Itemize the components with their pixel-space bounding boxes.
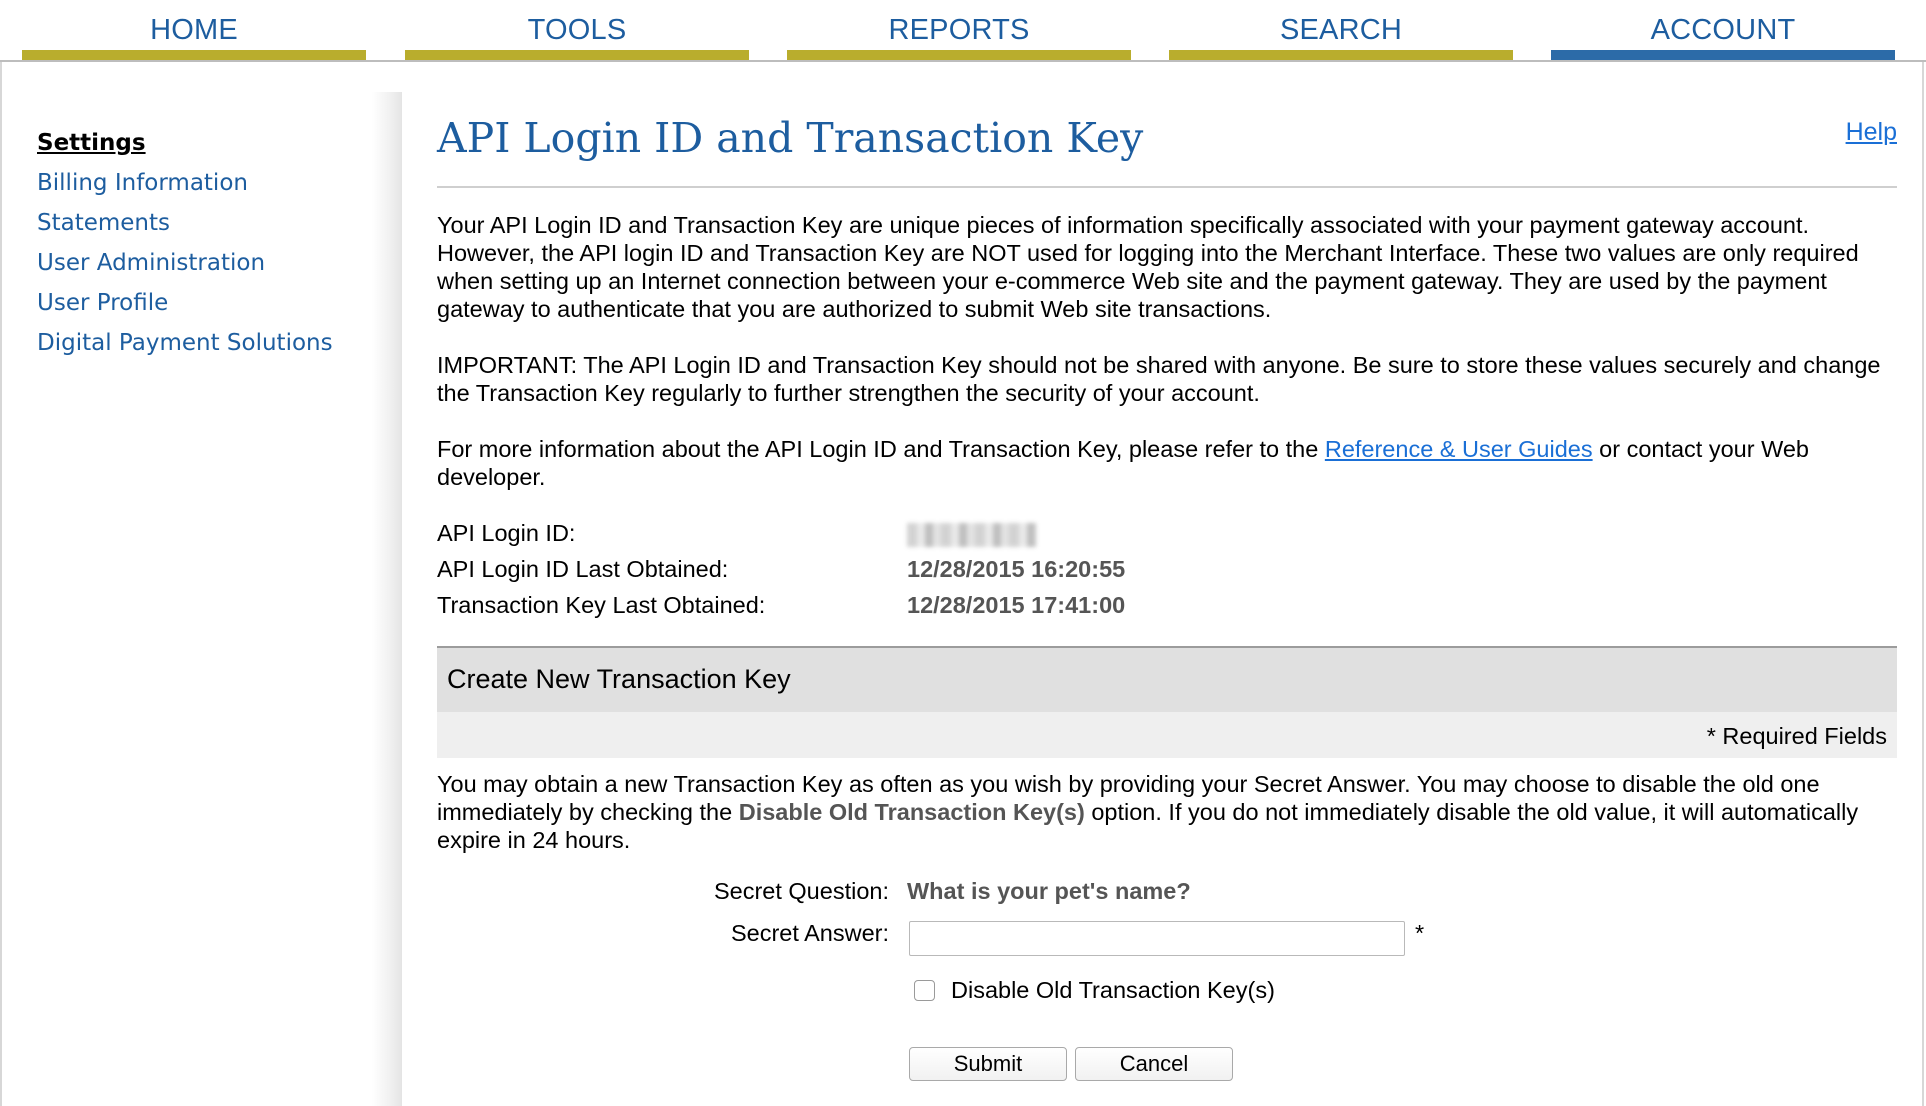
sidebar — [0, 92, 400, 1106]
nav-tab-search[interactable] — [1169, 0, 1513, 60]
required-asterisk: * — [1415, 920, 1425, 946]
nav-tab-underline — [22, 50, 366, 60]
more-info-prefix: For more information about the API Login ID and Transaction Key, please refer to the — [437, 436, 1325, 462]
nav-tab-label: REPORTS — [888, 14, 1030, 46]
desc-suffix: option. If you do not immediately disable the old value, it will automatically expire in 24 hours. — [437, 799, 1859, 853]
sidebar-item-user-administration[interactable]: User Administration — [37, 250, 266, 276]
submit-button[interactable]: Submit — [909, 1047, 1067, 1081]
api-login-last-value: 12/28/2015 16:20:55 — [907, 556, 1126, 582]
sidebar-item-digital-payment-solutions[interactable]: Digital Payment Solutions — [37, 330, 333, 356]
title-divider — [437, 186, 1897, 188]
redacted-value — [907, 523, 1037, 547]
api-login-id-value — [907, 520, 1037, 547]
nav-tab-label: SEARCH — [1279, 14, 1403, 46]
page-border — [1922, 62, 1924, 1106]
txn-key-last-value: 12/28/2015 17:41:00 — [907, 592, 1126, 618]
nav-tab-underline — [787, 50, 1131, 60]
create-key-description — [437, 770, 1897, 854]
nav-divider — [0, 60, 1926, 62]
nav-tab-label: HOME — [150, 14, 238, 46]
important-paragraph: IMPORTANT: The API Login ID and Transaction Key should not be shared with anyone. Be sure to store these values securely and change the Transaction Key regularly to further strengthen the security of your account. — [437, 352, 1881, 406]
sidebar-menu — [37, 123, 333, 363]
secret-question-row — [437, 878, 1897, 908]
secret-question-label: Secret Question: — [713, 878, 889, 904]
api-login-last-label: API Login ID Last Obtained: — [437, 556, 729, 582]
nav-tab-tools[interactable] — [405, 0, 749, 60]
secret-question-value: What is your pet's name? — [907, 878, 1191, 904]
nav-tab-label: TOOLS — [527, 14, 627, 46]
secret-answer-input[interactable] — [909, 921, 1405, 956]
nav-tab-underline — [405, 50, 749, 60]
nav-tab-home[interactable] — [22, 0, 366, 60]
intro-paragraph: Your API Login ID and Transaction Key are unique pieces of information specifically associated with your payment gateway account. However, the API login ID and Transaction Key are NOT used for logging into the Merchant Interface. These two values are only required when setting up an Internet connection between your e-commerce Web site and the payment gateway. They are used by the payment gateway to authenticate that you are authorized to submit Web site transactions. — [437, 212, 1859, 322]
reference-guides-link[interactable]: Reference & User Guides — [1324, 436, 1593, 462]
required-fields-bar — [437, 712, 1897, 758]
disable-old-key-label[interactable]: Disable Old Transaction Key(s) — [951, 977, 1275, 1003]
sidebar-item-billing-information[interactable]: Billing Information — [37, 170, 248, 196]
txn-key-last-label: Transaction Key Last Obtained: — [437, 592, 766, 618]
nav-tab-underline — [1169, 50, 1513, 60]
required-fields-note: * Required Fields — [1706, 723, 1887, 749]
nav-tab-reports[interactable] — [787, 0, 1131, 60]
nav-tab-underline — [1551, 50, 1895, 60]
help-link[interactable]: Help — [1845, 118, 1897, 146]
cancel-button[interactable]: Cancel — [1075, 1047, 1233, 1081]
create-key-heading: Create New Transaction Key — [447, 664, 791, 694]
nav-tab-label: ACCOUNT — [1650, 14, 1796, 46]
more-info-paragraph — [437, 435, 1897, 491]
sidebar-item-user-profile[interactable]: User Profile — [37, 290, 169, 316]
api-login-id-label: API Login ID: — [437, 520, 576, 546]
create-key-section-header — [437, 646, 1897, 712]
top-nav — [0, 0, 1926, 62]
disable-old-key-checkbox[interactable] — [914, 980, 935, 1001]
nav-tab-account[interactable] — [1551, 0, 1895, 60]
desc-prefix: You may obtain a new Transaction Key as often as you wish by providing your Secret Answer. You may choose to disable the old one immediately by checking the — [437, 771, 1820, 825]
sidebar-item-settings[interactable]: Settings — [37, 130, 146, 156]
sidebar-item-statements[interactable]: Statements — [37, 210, 171, 236]
page-title: API Login ID and Transaction Key — [437, 114, 1144, 162]
secret-answer-label: Secret Answer: — [730, 920, 889, 946]
more-info-suffix: or contact your Web developer. — [437, 436, 1809, 490]
desc-bold-option: Disable Old Transaction Key(s) — [738, 799, 1085, 825]
